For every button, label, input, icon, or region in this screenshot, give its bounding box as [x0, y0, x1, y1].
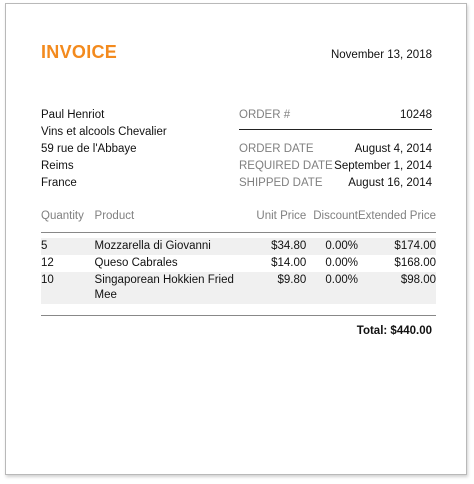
cell-discount: 0.00% [306, 238, 358, 255]
cell-unit-price: $34.80 [251, 238, 307, 255]
invoice-title: INVOICE [41, 42, 118, 62]
customer-city: Reims [41, 160, 74, 172]
invoice-total: Total: $440.00 [356, 325, 432, 337]
required-date-value: September 1, 2014 [334, 160, 432, 172]
cell-extended-price: $174.00 [358, 238, 436, 255]
table-header-row [41, 210, 436, 233]
header-unit-price: Unit Price [251, 210, 307, 233]
order-date-value: August 4, 2014 [354, 143, 432, 155]
customer-street: 59 rue de l'Abbaye [41, 143, 137, 155]
shipped-date-label: SHIPPED DATE [239, 177, 323, 189]
header-quantity: Quantity [41, 210, 95, 233]
header-extended-price: Extended Price [358, 210, 436, 233]
order-number-value: 10248 [400, 109, 432, 121]
order-number-label: ORDER # [239, 109, 291, 121]
header-discount: Discount [306, 210, 358, 233]
cell-unit-price: $9.80 [251, 272, 307, 304]
invoice-page [5, 3, 467, 475]
cell-product: Singaporean Hokkien Fried Mee [95, 272, 251, 304]
cell-quantity: 5 [41, 238, 95, 255]
customer-address [41, 107, 167, 192]
cell-quantity: 10 [41, 272, 95, 304]
cell-quantity: 12 [41, 257, 54, 269]
required-date-row [239, 158, 432, 175]
cell-extended-price: $168.00 [394, 257, 436, 269]
header-product: Product [95, 210, 251, 233]
cell-product: Queso Cabrales [94, 257, 178, 269]
line-items-table [41, 210, 436, 304]
table-row [41, 238, 436, 255]
shipped-date-value: August 16, 2014 [348, 177, 432, 189]
cell-discount: 0.00% [325, 257, 358, 269]
order-date-label: ORDER DATE [239, 143, 314, 155]
cell-unit-price: $14.00 [271, 257, 307, 269]
cell-discount: 0.00% [306, 272, 358, 304]
table-row [41, 272, 436, 304]
cell-extended-price: $98.00 [358, 272, 436, 304]
required-date-label: REQUIRED DATE [239, 160, 333, 172]
customer-company: Vins et alcools Chevalier [41, 126, 167, 138]
customer-country: France [41, 177, 77, 189]
order-number-row [239, 107, 432, 124]
invoice-date: November 13, 2018 [330, 49, 432, 61]
order-date-row [239, 141, 432, 158]
total-divider [41, 315, 436, 316]
shipped-date-row [239, 175, 432, 192]
customer-name: Paul Henriot [41, 109, 105, 121]
table-row [41, 255, 436, 272]
cell-product: Mozzarella di Giovanni [95, 238, 251, 255]
order-divider [239, 129, 432, 130]
